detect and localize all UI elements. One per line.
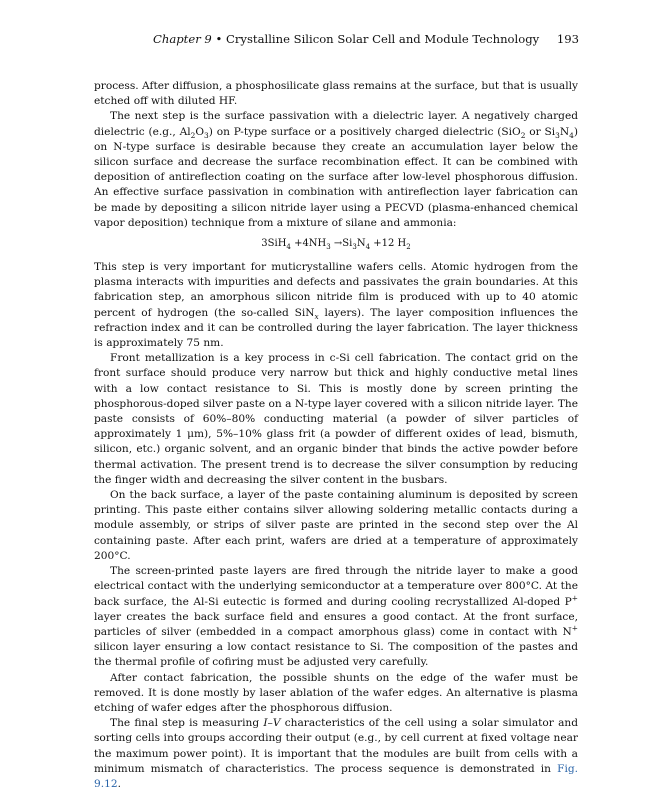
paragraph-2 bbox=[94, 109, 578, 231]
paragraph-4-text: Front metallization is a key process in c-Si cell fabrication. The contact grid on the front surface should produce very narrow but thick and highly conductive metal lines with a low contact resistance to Si. This is mostly done by screen printing the phosphorous-doped silver paste on a N-type layer covered with a silicon nitride layer. The paste consists of 60%–80% conducting material (a powder of silver particles of approximately 1 μm), 5%–10% glass frit (a powder of different oxides of lead, bismuth, silicon, etc.) organic solvent, and an organic binder that binds the active powder before thermal activation. The present trend is to decrease the silver consumption by reducing the finger width and decreasing the silver content in the busbars. bbox=[94, 352, 578, 486]
paragraph-5 bbox=[94, 488, 578, 564]
paragraph-2-text-a: The next step is the surface passivation with a dielectric layer. A negatively charged dielectric (e.g., Al bbox=[94, 110, 578, 138]
equation-term: N bbox=[356, 238, 366, 250]
paragraph-2-text-f: ) on N-type surface is desirable because they create an accumulation layer below the silicon surface and decrease the surface recombination effect. It can be combined with deposition of antireflection coating on the surface after low-level phosphorous diffusion. An effective surface passivation in combination with antireflection layer fabrication can be made by depositing a silicon nitride layer using a PECVD (plasma-enhanced chemical vapor deposition) technique from a mixture of silane and ammonia: bbox=[94, 125, 578, 229]
paragraph-1 bbox=[94, 79, 578, 109]
subscript: x bbox=[314, 311, 319, 321]
paragraph-7 bbox=[94, 671, 578, 717]
paragraph-8-text-a: The final step is measuring bbox=[110, 717, 264, 730]
paragraph-7-text: After contact fabrication, the possible shunts on the edge of the wafer must be removed. It is done mostly by laser ablation of the wafer edges. An alternative is plasma etching of wafer edges after the phosphorous diffusion. bbox=[94, 671, 578, 714]
paragraph-3-text: This step is very important for muticrystalline wafers cells. Atomic hydrogen from the plasma interacts with impurities and defects and passivates the grain boundaries. At this fabrication step, an amorphous silicon nitride film is produced with up to 40 atomic percent of hydrogen (the so-called SiN bbox=[94, 261, 578, 319]
paragraph-1-text: process. After diffusion, a phosphosilicate glass remains at the surface, but that is usually etched off with diluted HF. bbox=[94, 80, 578, 108]
subscript: 2 bbox=[520, 130, 526, 140]
equation-term: →Si bbox=[330, 238, 353, 250]
iv-italic: I–V bbox=[263, 717, 281, 730]
paragraph-3 bbox=[94, 260, 578, 351]
header-bullet: • bbox=[215, 32, 223, 46]
paragraph-2-text-b: O bbox=[195, 125, 205, 138]
paragraph-6 bbox=[94, 564, 578, 670]
paragraph-2-text-e: N bbox=[559, 125, 570, 138]
figure-reference-link[interactable]: Fig. 9.12 bbox=[94, 762, 578, 790]
paragraph-2-text-c: ) on P-type surface or a positively charged dielectric (SiO bbox=[208, 125, 521, 138]
page-number: 193 bbox=[556, 32, 579, 46]
paragraph-6-text-a: The screen-printed paste layers are fired through the nitride layer to make a good electrical contact with the underlying semiconductor at a temperature over 800°C. At the back surface, the Al-Si eutectic is formed and during cooling recrystallized Al-doped P bbox=[94, 565, 578, 608]
paragraph-8-text-b: characteristics of the cell using a solar simulator and sorting cells into groups according their output (e.g., by cell current at fixed voltage near the maximum power point). It is important that the modules are built from cells with a minimum mismatch of characteristics. The process sequence is demonstrated in bbox=[94, 717, 579, 775]
equation-subscript: 2 bbox=[406, 243, 411, 252]
equation-subscript: 3 bbox=[352, 243, 357, 252]
chapter-title: Crystalline Silicon Solar Cell and Module Technology bbox=[226, 32, 540, 46]
paragraph-6-text-c: silicon layer ensuring a low contact resistance to Si. The composition of the pastes and the thermal profile of cofiring must be adjusted very carefully. bbox=[94, 641, 578, 669]
paragraph-2-text-d: or Si bbox=[525, 125, 556, 138]
paragraph-4 bbox=[94, 351, 578, 488]
running-header bbox=[0, 32, 579, 46]
superscript: + bbox=[571, 623, 578, 633]
paragraph-3-text-end: layers). The layer composition influences the refraction index and it can be controlled during the layer fabrication. The layer thickness is approximately 75 nm. bbox=[94, 306, 578, 350]
equation-term: +4NH bbox=[290, 238, 327, 250]
paragraph-8 bbox=[94, 716, 578, 792]
paragraph-8-text-end: . bbox=[117, 777, 121, 790]
subscript: 3 bbox=[204, 130, 209, 140]
chemical-equation bbox=[94, 236, 578, 251]
equation-subscript: 3 bbox=[326, 243, 331, 252]
equation-subscript: 4 bbox=[286, 243, 291, 252]
paragraph-6-text-b: layer creates the back surface field and ensures a good contact. At the front surface, particles of silver (embedded in a compact amorphous glass) come in contact with N bbox=[94, 610, 578, 638]
subscript: 4 bbox=[569, 130, 574, 140]
equation-subscript: 4 bbox=[365, 243, 371, 252]
subscript: 2 bbox=[190, 130, 196, 140]
chapter-label: Chapter 9 bbox=[153, 32, 212, 46]
superscript: + bbox=[571, 592, 578, 602]
subscript: 3 bbox=[555, 130, 560, 140]
paragraph-5-text: On the back surface, a layer of the paste containing aluminum is deposited by screen printing. This paste either contains silver allowing soldering metallic contacts during a module assembly, or strips of silver paste are printed in the second step over the Al containing paste. After each print, wafers are dried at a temperature of approximately 200°C. bbox=[94, 489, 578, 562]
body-text bbox=[94, 79, 578, 792]
equation-term: 3SiH bbox=[261, 238, 287, 250]
equation-term: +12 H bbox=[370, 238, 407, 250]
